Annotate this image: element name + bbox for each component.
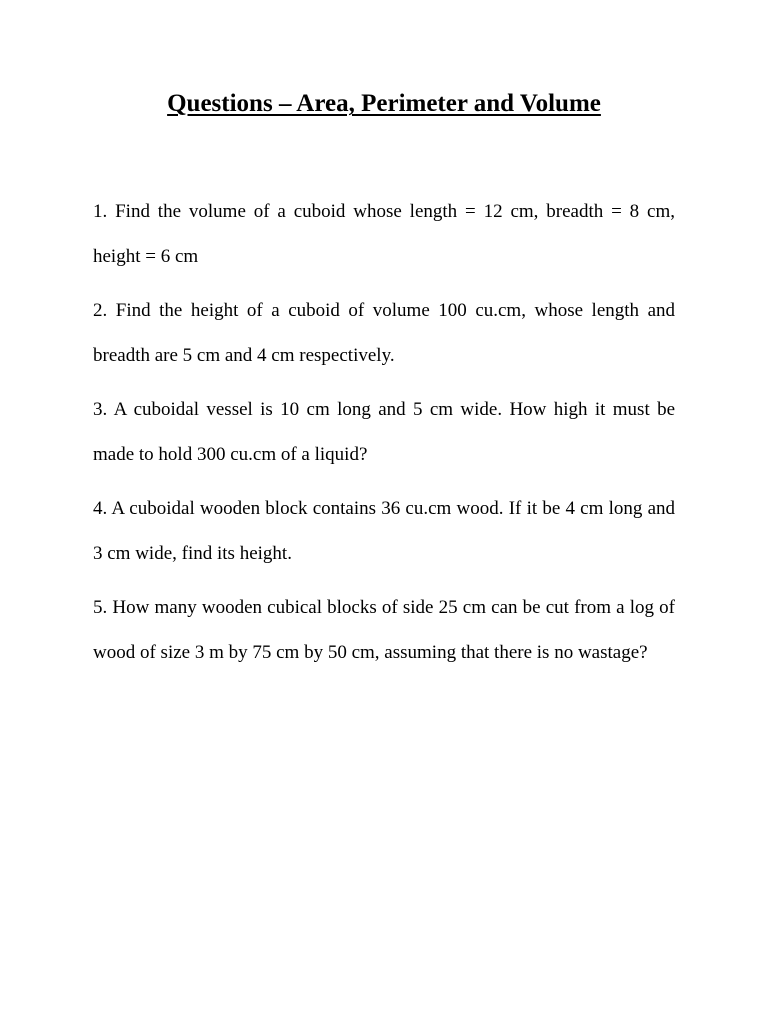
question-number: 5.: [93, 597, 108, 618]
question-text: How many wooden cubical blocks of side 25 cm can be cut from a log of wood of size 3 m by 75 cm by 50 cm, assuming that there is no wastage?: [93, 597, 676, 663]
question-text: Find the volume of a cuboid whose length = 12 cm, breadth = 8 cm, height = 6 cm: [93, 201, 675, 267]
question-list: [93, 190, 675, 685]
question-item-4: [93, 487, 675, 576]
question-number: 2.: [93, 300, 108, 321]
question-item-5: [93, 586, 675, 675]
question-number: 1.: [93, 201, 108, 222]
question-text: Find the height of a cuboid of volume 100 cu.cm, whose length and breadth are 5 cm and 4 cm respectively.: [93, 300, 675, 366]
question-item-1: [93, 190, 675, 279]
question-text: A cuboidal vessel is 10 cm long and 5 cm wide. How high it must be made to hold 300 cu.cm of a liquid?: [93, 399, 676, 465]
question-number: 3.: [93, 399, 108, 420]
question-item-3: [93, 388, 675, 477]
page-title: Questions – Area, Perimeter and Volume: [167, 90, 601, 117]
question-text: A cuboidal wooden block contains 36 cu.cm wood. If it be 4 cm long and 3 cm wide, find its height.: [93, 498, 676, 564]
question-item-2: [93, 289, 675, 378]
question-number: 4.: [93, 498, 108, 519]
